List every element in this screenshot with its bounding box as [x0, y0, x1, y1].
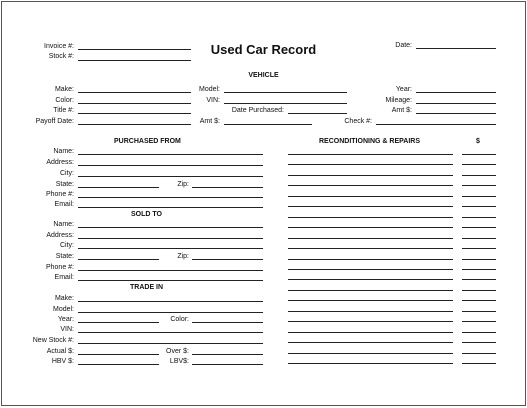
ti-vin-label: VIN: [60, 326, 74, 333]
date-field[interactable] [416, 48, 496, 49]
st-address-field[interactable] [78, 238, 263, 239]
year-label: Year: [395, 86, 412, 93]
pf-phone-label: Phone #: [45, 191, 74, 198]
repair-description-line[interactable] [288, 321, 453, 322]
repair-amount-line[interactable] [462, 164, 496, 165]
amount-heading: $ [476, 138, 480, 145]
pf-city-label: City: [60, 170, 74, 177]
ti-lbv-label: LBV$: [169, 358, 189, 365]
amt-label: Amt $: [391, 107, 412, 114]
st-address-label: Address: [46, 232, 74, 239]
mileage-label: Mileage: [385, 97, 412, 104]
repair-description-line[interactable] [288, 217, 453, 218]
title-no-label: Title #: [53, 107, 74, 114]
payoff-amt-label: Amt $: [199, 118, 220, 125]
ti-over-label: Over $: [166, 348, 189, 355]
date-purchased-label: Date Purchased: [231, 107, 284, 114]
repair-amount-line[interactable] [462, 321, 496, 322]
check-label: Check #: [344, 118, 372, 125]
sold-to-heading: SOLD TO [131, 211, 162, 218]
repair-description-line[interactable] [288, 154, 453, 155]
ti-actual-field[interactable] [78, 354, 159, 355]
mileage-field[interactable] [416, 103, 496, 104]
pf-address-label: Address: [46, 159, 74, 166]
repair-amount-line[interactable] [462, 290, 496, 291]
st-email-label: Email: [54, 274, 74, 281]
repair-amount-line[interactable] [462, 196, 496, 197]
ti-over-field[interactable] [192, 354, 263, 355]
repair-description-line[interactable] [288, 175, 453, 176]
reconditioning-heading: RECONDITIONING & REPAIRS [319, 138, 420, 145]
repair-description-line[interactable] [288, 206, 453, 207]
repair-description-line[interactable] [288, 290, 453, 291]
payoff-date-field[interactable] [78, 124, 191, 125]
repair-amount-line[interactable] [462, 227, 496, 228]
date-label: Date: [395, 42, 412, 49]
repair-description-line[interactable] [288, 269, 453, 270]
pf-city-field[interactable] [78, 176, 263, 177]
repair-amount-line[interactable] [462, 175, 496, 176]
st-email-field[interactable] [78, 280, 263, 281]
st-state-label: State: [55, 253, 74, 260]
st-city-label: City: [60, 242, 74, 249]
ti-hbv-field[interactable] [78, 364, 159, 365]
st-zip-label: Zip: [177, 253, 189, 260]
payoff-amt-field[interactable] [224, 124, 312, 125]
ti-color-field[interactable] [192, 322, 263, 323]
repair-description-line[interactable] [288, 248, 453, 249]
color-field[interactable] [78, 103, 191, 104]
repair-description-line[interactable] [288, 353, 453, 354]
vin-field[interactable] [224, 103, 347, 104]
repair-description-line[interactable] [288, 342, 453, 343]
repair-amount-line[interactable] [462, 300, 496, 301]
make-field[interactable] [78, 92, 191, 93]
ti-year-label: Year: [57, 316, 74, 323]
st-name-field[interactable] [78, 227, 263, 228]
repair-amount-line[interactable] [462, 217, 496, 218]
repair-amount-line[interactable] [462, 353, 496, 354]
repair-amount-line[interactable] [462, 311, 496, 312]
repair-amount-line[interactable] [462, 206, 496, 207]
repair-description-line[interactable] [288, 300, 453, 301]
pf-name-field[interactable] [78, 154, 263, 155]
ti-new-stock-label: New Stock #: [32, 337, 74, 344]
repair-amount-line[interactable] [462, 154, 496, 155]
repair-description-line[interactable] [288, 164, 453, 165]
ti-model-label: Model: [52, 306, 74, 313]
amt-field[interactable] [416, 113, 496, 114]
repair-description-line[interactable] [288, 363, 453, 364]
ti-lbv-field[interactable] [192, 364, 263, 365]
st-state-field[interactable] [78, 259, 159, 260]
title-no-field[interactable] [78, 113, 191, 114]
repair-amount-line[interactable] [462, 363, 496, 364]
stock-field[interactable] [78, 60, 191, 61]
purchased-from-heading: PURCHASED FROM [114, 138, 181, 145]
ti-year-field[interactable] [78, 322, 159, 323]
date-purchased-field[interactable] [288, 113, 347, 114]
repair-description-line[interactable] [288, 196, 453, 197]
trade-in-heading: TRADE IN [130, 284, 164, 291]
vehicle-heading: VEHICLE [248, 72, 279, 79]
year-field[interactable] [416, 92, 496, 93]
pf-email-label: Email: [54, 201, 74, 208]
ti-make-field[interactable] [78, 301, 263, 302]
st-zip-field[interactable] [192, 259, 263, 260]
st-phone-field[interactable] [78, 270, 263, 271]
repair-description-line[interactable] [288, 227, 453, 228]
ti-actual-label: Actual $: [46, 348, 74, 355]
repair-amount-line[interactable] [462, 269, 496, 270]
pf-email-field[interactable] [78, 207, 263, 208]
used-car-record-form [1, 1, 526, 406]
pf-name-label: Name: [53, 148, 74, 155]
pf-zip-label: Zip: [177, 181, 189, 188]
pf-zip-field[interactable] [192, 187, 263, 188]
model-field[interactable] [224, 92, 347, 93]
check-field[interactable] [376, 124, 496, 125]
repair-description-line[interactable] [288, 311, 453, 312]
page-title: Used Car Record [210, 42, 317, 57]
st-phone-label: Phone #: [45, 264, 74, 271]
pf-phone-field[interactable] [78, 197, 263, 198]
make-label: Make: [54, 86, 74, 93]
ti-model-field[interactable] [78, 312, 263, 313]
ti-hbv-label: HBV $: [51, 358, 74, 365]
repair-amount-line[interactable] [462, 259, 496, 260]
pf-address-field[interactable] [78, 165, 263, 166]
ti-make-label: Make: [54, 295, 74, 302]
repair-amount-line[interactable] [462, 185, 496, 186]
repair-amount-line[interactable] [462, 279, 496, 280]
invoice-field[interactable] [78, 49, 191, 50]
invoice-label: Invoice #: [44, 43, 74, 50]
ti-new-stock-field[interactable] [78, 343, 263, 344]
pf-state-label: State: [55, 181, 74, 188]
vin-label: VIN: [206, 97, 220, 104]
repair-amount-line[interactable] [462, 248, 496, 249]
pf-state-field[interactable] [78, 187, 159, 188]
st-city-field[interactable] [78, 248, 263, 249]
st-name-label: Name: [53, 221, 74, 228]
color-label: Color: [55, 97, 74, 104]
stock-label: Stock #: [48, 53, 74, 60]
ti-color-label: Color: [170, 316, 189, 323]
ti-vin-field[interactable] [78, 332, 263, 333]
repair-description-line[interactable] [288, 238, 453, 239]
repair-description-line[interactable] [288, 332, 453, 333]
repair-description-line[interactable] [288, 279, 453, 280]
repair-description-line[interactable] [288, 185, 453, 186]
repair-amount-line[interactable] [462, 332, 496, 333]
payoff-date-label: Payoff Date: [35, 118, 74, 125]
repair-description-line[interactable] [288, 259, 453, 260]
model-label: Model: [198, 86, 220, 93]
repair-amount-line[interactable] [462, 342, 496, 343]
repair-amount-line[interactable] [462, 238, 496, 239]
